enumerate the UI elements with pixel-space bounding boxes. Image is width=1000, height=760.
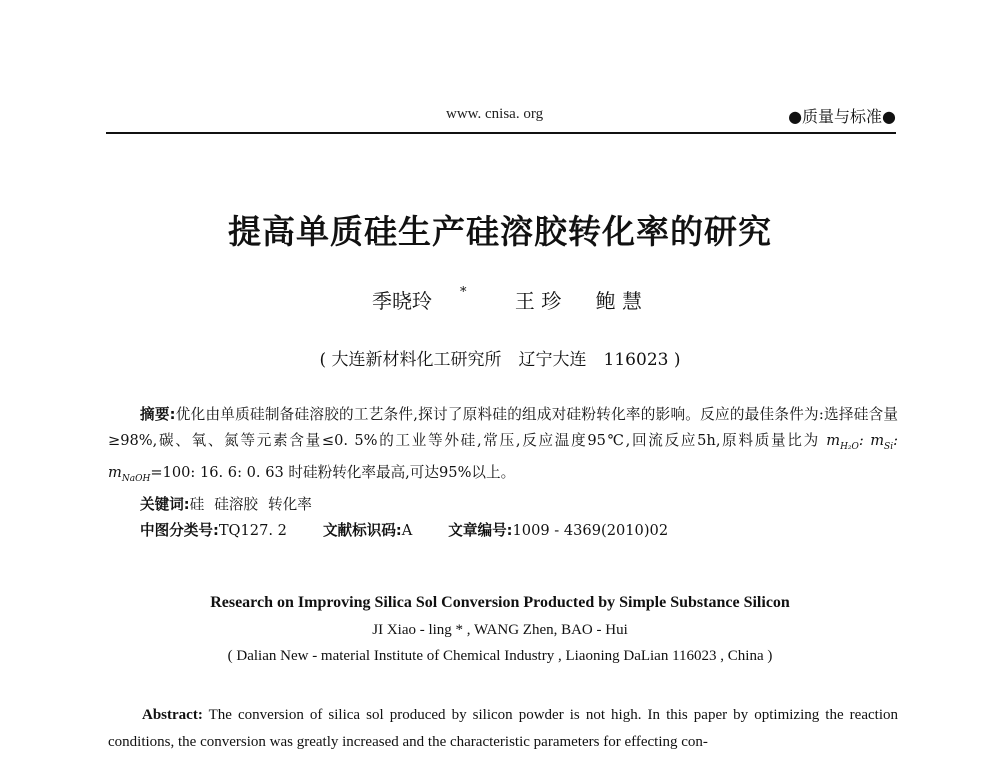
chinese-abstract-block [108,402,898,544]
author-mark: * [460,285,467,300]
keywords-label: 关键词: [140,495,190,513]
clc-label: 中图分类号: [140,521,219,539]
keyword: 转化率 [268,495,312,513]
paper-title: 提高单质硅生产硅溶胶转化率的研究 [228,212,772,251]
affiliation: ( 大连新材料化工研究所 辽宁大连 116023 ) [319,350,681,370]
author-1: 季晓玲 * [372,285,467,313]
english-authors: JI Xiao - ling * , WANG Zhen, BAO - Hui [372,622,628,638]
classification [108,518,898,544]
ratio-formula: $m_{H_2O}$: $m_{Si}$: $m_{NaOH}$ [108,432,898,484]
english-abstract-label: Abstract: [142,707,203,723]
clc-value: TQ127. 2 [218,521,287,539]
article-number-label: 文章编号: [448,521,513,539]
header-section: ●质量与标准● [788,107,896,126]
author-3: 鲍 慧 [595,289,642,313]
english-affiliation: ( Dalian New - material Institute of Chemical Industry , Liaoning DaLian 116023 , China ) [227,648,773,664]
doc-code-value: A [401,521,413,539]
article-number-value: 1009 - 4369(2010)02 [512,521,669,539]
doc-code-label: 文献标识码: [322,521,402,539]
header-url: www. cnisa. org [446,106,544,122]
authors [0,285,1000,314]
keyword: 硅 [189,495,205,513]
header-rule [106,132,896,134]
author-2: 王 珍 [514,289,562,313]
english-abstract-text: The conversion of silica sol produced by silicon powder is not high. In this paper by optimizing the reaction conditions, the conversion was greatly increased and the characteristic parameters for effecting con- [108,707,898,750]
keyword: 硅溶胶 [214,495,259,513]
abstract-zh-label: 摘要: [140,406,176,423]
english-abstract [108,702,898,756]
abstract-zh: 摘要:优化由单质硅制备硅溶胶的工艺条件,探讨了原料硅的组成对硅粉转化率的影响。反应的最佳条件为:选择硅含量≥98%,碳、氧、氮等元素含量≤0. 5%的工业等外硅,常压,反应温度95℃,回流反应5h,原料质量比为 $m_{H_2O}$: $m_{Si}$: $m_{NaOH}=100$: 16. 6: 0. 63 时硅粉转化率最高,可达95%以上。 [108,406,899,484]
english-title: Research on Improving Silica Sol Conversion Producted by Simple Substance Silicon [210,594,790,611]
keywords [108,492,898,518]
